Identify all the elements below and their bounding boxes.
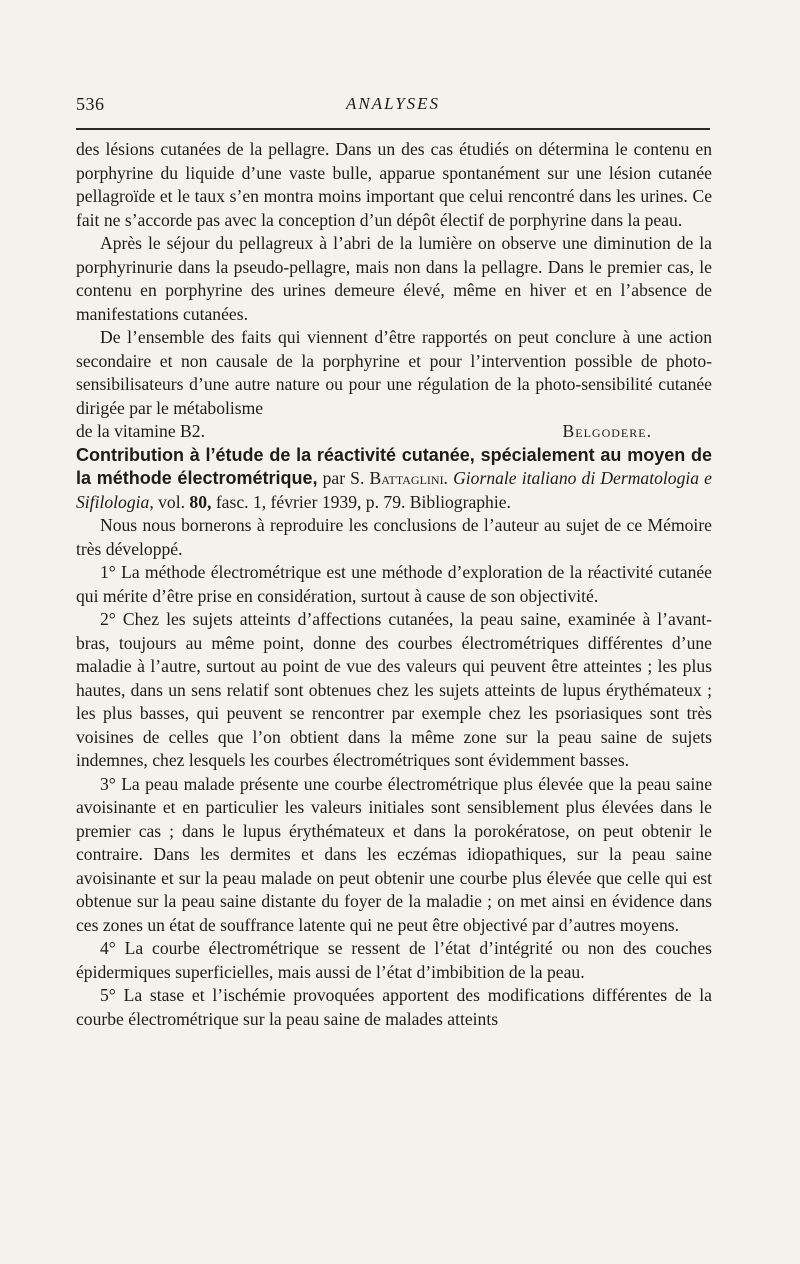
running-head: ANALYSES [345,94,441,113]
paragraph: Après le séjour du pellagreux à l’abri de la lumière on observe une diminution de la porphyrinurie dans la pseudo-pellagre, mais non dans la pellagre. Dans le premier cas, le contenu en porphyrine des urines demeure élevé, même en hiver et en l’absence de manifestations cutanées. [76,233,712,324]
page-body [76,138,712,1031]
page-header [76,94,710,124]
article-details: fasc. 1, février 1939, p. 79. Bibliographie. [215,491,511,512]
paragraph: 5° La stase et l’ischémie provoquées apportent des modifications différentes de la courbe électrométrique sur la peau saine de malades atteints [76,985,712,1029]
article-author: Battaglini. [369,468,448,488]
article-title: Contribution à l’étude de la réactivité cutanée, spécialement au moyen de la méthode électrométrique, [76,444,712,488]
article-volume: 80, [189,491,212,512]
closing-text: de la vitamine B2. [76,421,205,441]
paragraph: des lésions cutanées de la pellagre. Dans un des cas étudiés on détermina le contenu en porphyrine du liquide d’une vaste bulle, apparue spontanément sur une lésion cutanée pellagroïde et le taux s’en montra moins important que celui rencontré dans les urines. Ce fait ne s’accorde pas avec la conception d’un dépôt électif de porphyrine dans la peau. [76,139,712,230]
paragraph: Nous nous bornerons à reproduire les conclusions de l’auteur au sujet de ce Mémoire très développé. [76,515,712,559]
article-vol-prefix: vol. [158,491,186,512]
paragraph: 3° La peau malade présente une courbe électrométrique plus élevée que la peau saine avoisinante et en particulier les valeurs initiales sont sensiblement plus élevées dans le premier cas ; dans le lupus érythémateux et dans la porokératose, on peut obtenir le contraire. Dans les dermites et dans les eczémas idiopathiques, sur la peau saine avoisinante et sur la peau malade on peut obtenir une courbe plus élevée que celle qui est obtenue sur la peau saine distante du foyer de la maladie ; on met ainsi en évidence dans ces zones un état de souffrance latente qui ne peut être objectivé par d’autres moyens. [76,773,712,935]
paragraph: 2° Chez les sujets atteints d’affections cutanées, la peau saine, examinée à l’avant-bras, toujours au même point, donne des courbes électrométriques différentes d’une maladie à l’autre, surtout au point de vue des valeurs qui peuvent être atteintes ; les plus hautes, dans un sens relatif sont obtenues chez les sujets atteints de lupus érythémateux ; les plus basses, qui peuvent se rencontrer par exemple chez les psoriasiques sont très voisines de celles que l’on obtient dans la même zone sur la peau saine de sujets indemnes, chez lesquels les courbes électrométriques sont évidemment basses. [76,609,712,770]
page-number: 536 [76,94,105,114]
paragraph: 4° La courbe électrométrique se ressent de l’état d’intégrité ou non des couches épidermiques superficielles, mais aussi de l’état d’imbibition de la peau. [76,938,712,982]
reviewer-signature: Belgodere. [562,421,652,441]
paragraph: 1° La méthode électrométrique est une méthode d’exploration de la réactivité cutanée qui mérite d’être prise en considération, surtout à cause de son objectivité. [76,562,712,606]
header-rule [76,128,710,130]
article-journal: Giornale italiano di Dermatologia e Sifilologia, [76,468,712,512]
article-par: par S. [322,468,365,488]
closing-line [76,420,712,444]
paragraph: De l’ensemble des faits qui viennent d’être rapportés on peut conclure à une action secondaire et non causale de la porphyrine et pour l’intervention possible de photo-sensibilisateurs d’une autre nature ou pour une régulation de la photo-sensibilité cutanée dirigée par le métabolisme [76,327,712,418]
article-heading [76,444,712,515]
